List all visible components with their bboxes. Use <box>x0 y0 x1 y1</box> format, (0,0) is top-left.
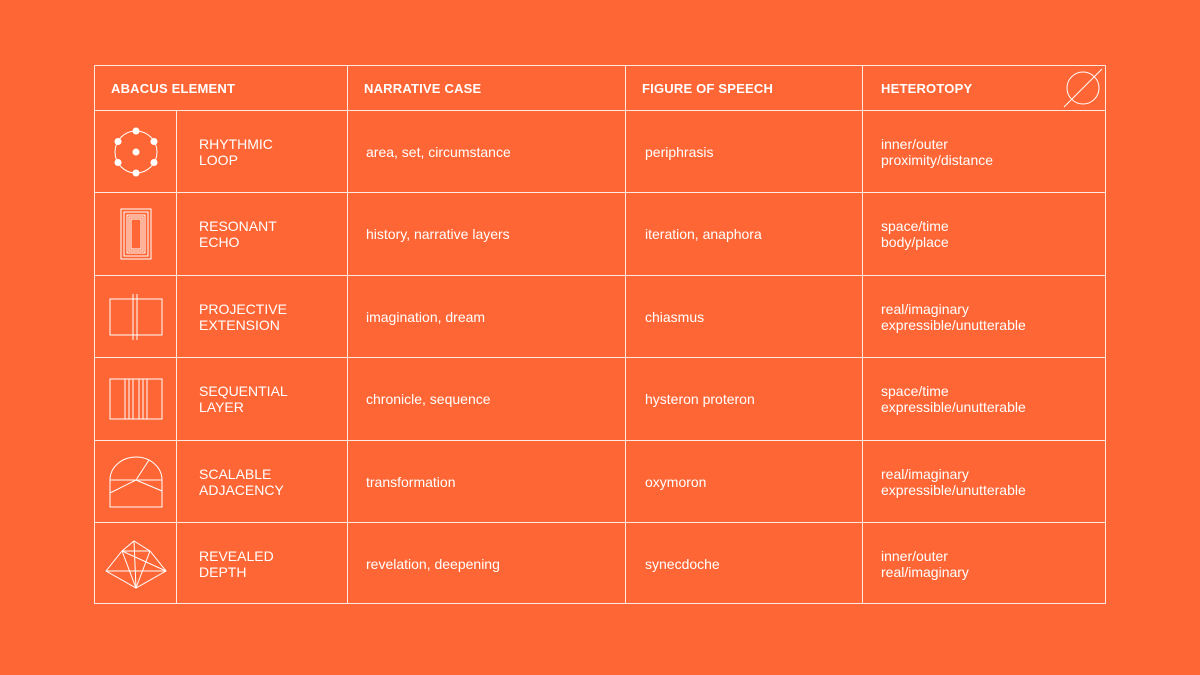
table-row <box>95 111 1105 193</box>
empty-set-icon <box>1061 66 1105 110</box>
heterotopy-cell: real/imaginary expressible/unutterable <box>881 466 1026 498</box>
figure-of-speech-cell: iteration, anaphora <box>645 226 762 242</box>
table-row <box>95 441 1105 523</box>
narrative-case-cell: transformation <box>366 474 456 490</box>
narrative-case-cell: history, narrative layers <box>366 226 510 242</box>
narrative-case-cell: chronicle, sequence <box>366 391 491 407</box>
figure-of-speech-cell: oxymoron <box>645 474 707 490</box>
narrative-case-cell: revelation, deepening <box>366 556 500 572</box>
header-heterotopy: HETEROTOPY <box>881 81 973 96</box>
abacus-element-label: RESONANT ECHO <box>199 218 277 250</box>
heterotopy-cell: inner/outer proximity/distance <box>881 136 994 168</box>
heterotopy-cell: real/imaginary expressible/unutterable <box>881 301 1026 333</box>
table-row <box>95 523 1105 605</box>
abacus-element-label: RHYTHMIC LOOP <box>199 136 273 168</box>
abacus-element-label: SCALABLE ADJACENCY <box>199 466 284 498</box>
header-narrative-case: NARRATIVE CASE <box>364 81 482 96</box>
table-row <box>95 358 1105 440</box>
projective-extension-icon <box>95 276 177 358</box>
figure-of-speech-cell: hysteron proteron <box>645 391 755 407</box>
header-figure-of-speech: FIGURE OF SPEECH <box>642 81 774 96</box>
figure-of-speech-cell: chiasmus <box>645 309 705 325</box>
sequential-layer-icon <box>95 358 177 440</box>
scalable-adjacency-icon <box>95 441 177 523</box>
abacus-element-label: SEQUENTIAL LAYER <box>199 383 288 415</box>
abacus-element-label: PROJECTIVE EXTENSION <box>199 301 287 333</box>
rhythmic-loop-icon <box>95 111 177 193</box>
table-row <box>95 276 1105 358</box>
figure-of-speech-cell: synecdoche <box>645 556 720 572</box>
heterotopy-cell: inner/outer real/imaginary <box>881 548 969 580</box>
narrative-case-cell: imagination, dream <box>366 309 486 325</box>
header-abacus-element: ABACUS ELEMENT <box>111 81 236 96</box>
resonant-echo-icon <box>95 193 177 275</box>
figure-of-speech-cell: periphrasis <box>645 144 714 160</box>
heterotopy-cell: space/time body/place <box>881 218 949 250</box>
abacus-element-label: REVEALED DEPTH <box>199 548 274 580</box>
abacus-table <box>94 65 1106 604</box>
table-row <box>95 193 1105 275</box>
revealed-depth-icon <box>95 523 177 605</box>
narrative-case-cell: area, set, circumstance <box>366 144 511 160</box>
heterotopy-cell: space/time expressible/unutterable <box>881 383 1026 415</box>
